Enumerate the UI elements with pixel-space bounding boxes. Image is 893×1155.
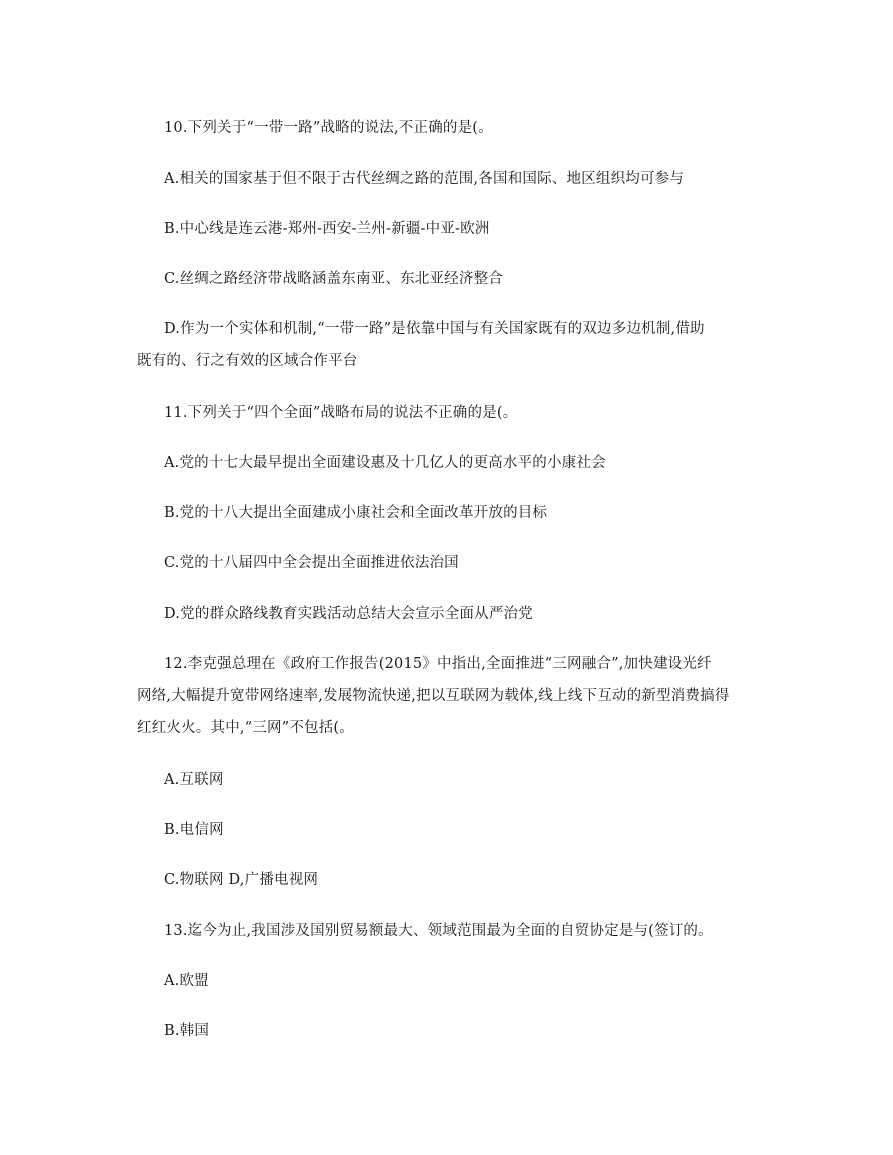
question-10-option-a: A.相关的国家基于但不限于古代丝绸之路的范围,各国和国际、地区组织均可参与 — [164, 171, 685, 187]
question-12-stem-line-3: 红红火火。其中,“三网”不包括(。 — [137, 720, 354, 736]
question-10-stem: 10.下列关于“一带一路”战略的说法,不正确的是(。 — [164, 120, 493, 136]
question-13-stem: 13.迄今为止,我国涉及国别贸易额最大、领域范围最为全面的自贸协定是与(签订的。 — [164, 923, 713, 939]
question-12-option-b: B.电信网 — [164, 822, 224, 838]
question-13-option-b: B.韩国 — [164, 1023, 210, 1039]
question-10-option-b: B.中心线是连云港-郑州-西安-兰州-新疆-中亚-欧洲 — [164, 221, 490, 237]
question-11-option-c: C.党的十八届四中全会提出全面推进依法治国 — [164, 555, 459, 571]
question-12-option-a: A.互联网 — [164, 772, 224, 788]
question-13-option-a: A.欧盟 — [164, 973, 209, 989]
question-11-option-d: D.党的群众路线教育实践活动总结大会宣示全面从严治党 — [164, 606, 533, 622]
question-12-stem-line-2: 网络,大幅提升宽带网络速率,发展物流快递,把以互联网为载体,线上线下互动的新型消费搞得 — [137, 688, 730, 704]
question-10-option-d: D.作为一个实体和机制,“一带一路”是依靠中国与有关国家既有的双边多边机制,借助 — [164, 321, 705, 337]
question-11-option-b: B.党的十八大提出全面建成小康社会和全面改革开放的目标 — [164, 505, 548, 521]
question-12-option-c-d: C.物联网 D,广播电视网 — [164, 872, 319, 888]
question-12-stem: 12.李克强总理在《政府工作报告(2015》中指出,全面推进“三网融合”,加快建设光纤 — [164, 656, 712, 672]
question-10-option-d-continuation: 既有的、行之有效的区域合作平台 — [137, 353, 358, 369]
question-11-stem: 11.下列关于“四个全面”战略布局的说法不正确的是(。 — [164, 405, 518, 421]
question-10-option-c: C.丝绸之路经济带战略涵盖东南亚、东北亚经济整合 — [164, 271, 503, 287]
question-11-option-a: A.党的十七大最早提出全面建设惠及十几亿人的更高水平的小康社会 — [164, 455, 606, 471]
